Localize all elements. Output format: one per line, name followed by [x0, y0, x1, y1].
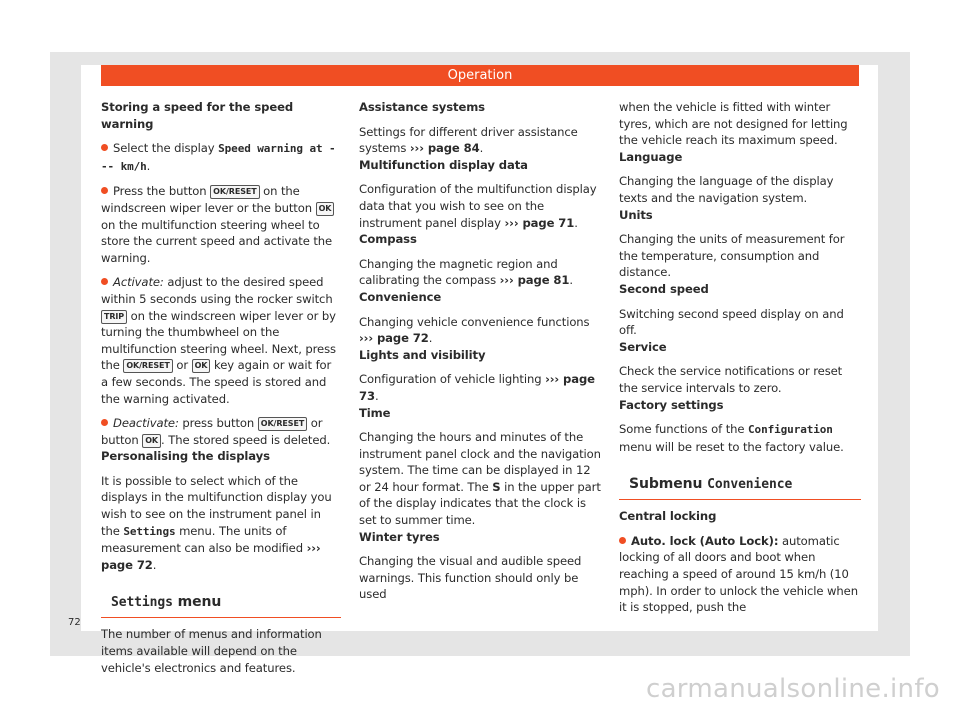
heading-mfd-data: Multifunction display data: [359, 157, 528, 172]
bullet-activate: Activate: adjust to the desired speed within 5 seconds using the rocker switch TRIP on the windscreen wiper lever or by turning the thumbwheel on the multifunction steering wheel. Next, press the OK/RESET or OK key again or wait for a few seconds. The speed is stored and the warning activated.: [101, 275, 336, 406]
paragraph-units: Changing the units of measurement for the temperature, consumption and distance.: [619, 232, 845, 280]
bullet-press-button: Press the button OK/RESET on the windscreen wiper lever or the button OK on the multifunction steering wheel to store the current speed and activate the warning.: [101, 183, 341, 266]
page-reference-link[interactable]: ››› page 71: [504, 215, 575, 230]
bullet-deactivate: Deactivate: press button OK/RESET or button OK . The stored speed is deleted.: [101, 416, 331, 447]
page-reference-link[interactable]: ››› page 72: [101, 541, 321, 572]
column-middle: [359, 99, 603, 603]
heading-convenience: Convenience: [359, 289, 442, 304]
heading-factory-settings: Factory settings: [619, 397, 724, 412]
bullet-icon: [101, 419, 108, 426]
heading-compass: Compass: [359, 232, 417, 247]
bullet-auto-lock: Auto. lock (Auto Lock): automatic locking of all doors and boot when reaching a speed of around 15 km/h (10 mph). In order to unlock the vehicle when it is stopped, push the: [619, 533, 858, 615]
paragraph-compass: Changing the magnetic region and calibrating the compass ››› page 81.: [359, 256, 573, 288]
bullet-select-display: Select the display Speed warning at --- km/h.: [101, 141, 336, 173]
paragraph-time: Changing the hours and minutes of the instrument panel clock and the navigation system. The time can be displayed in 12 or 24 hour format. The S in the upper part of the display indicates that the clock is set to summer time.: [359, 430, 601, 528]
subheading-submenu-convenience: Submenu Convenience: [619, 475, 861, 500]
bullet-icon: [101, 144, 108, 151]
column-left: [101, 99, 341, 676]
heading-lights: Lights and visibility: [359, 347, 486, 362]
page-number: 72: [68, 617, 81, 628]
heading-winter-tyres: Winter tyres: [359, 529, 440, 544]
paragraph-convenience: Changing vehicle convenience functions ››› page 72.: [359, 314, 590, 346]
bullet-icon: [619, 537, 626, 544]
watermark: carmanualsonline.info: [645, 674, 940, 704]
heading-language: Language: [619, 149, 683, 164]
ok-key-icon: OK: [192, 359, 211, 373]
paragraph-second-speed: Switching second speed display on and off.: [619, 306, 844, 338]
paragraph-winter-continued: when the vehicle is fitted with winter tyres, which are not designed for letting the vehicle reach its maximum speed.: [619, 100, 848, 148]
paragraph-winter-tyres: Changing the visual and audible speed warnings. This function should only be used: [359, 554, 582, 602]
paragraph-service: Check the service notifications or reset the service intervals to zero.: [619, 364, 843, 395]
ok-key-icon: OK: [316, 202, 335, 216]
ok-reset-key-icon: OK/RESET: [258, 417, 307, 431]
page-reference-link[interactable]: ››› page 81: [499, 273, 570, 288]
heading-time: Time: [359, 405, 391, 420]
heading-assistance: Assistance systems: [359, 100, 485, 114]
bullet-icon: [101, 187, 108, 194]
page-reference-link[interactable]: ››› page 84: [409, 141, 480, 156]
section-header: Operation: [101, 65, 859, 86]
paragraph-assistance: Settings for different driver assistance systems ››› page 84.: [359, 124, 578, 156]
column-right: [619, 99, 861, 616]
bullet-icon: [101, 278, 108, 285]
heading-personalising: Personalising the displays: [101, 449, 270, 464]
trip-key-icon: TRIP: [101, 310, 127, 324]
paragraph-language: Changing the language of the display texts and the navigation system.: [619, 174, 834, 205]
paragraph-mfd-data: Configuration of the multifunction display data that you wish to see on the instrument panel display ››› page 71.: [359, 182, 597, 230]
paragraph-lights: Configuration of vehicle lighting ››› page 73.: [359, 372, 595, 403]
heading-units: Units: [619, 207, 653, 222]
page-reference-link[interactable]: ››› page 72: [359, 331, 429, 346]
page-reference-link[interactable]: ››› page 73: [359, 372, 595, 403]
heading-central-locking: Central locking: [619, 509, 717, 524]
heading-service: Service: [619, 339, 667, 354]
heading-speed-warning: Storing a speed for the speed warning: [101, 100, 294, 131]
heading-second-speed: Second speed: [619, 281, 709, 296]
ok-reset-key-icon: OK/RESET: [210, 185, 259, 199]
subheading-settings-menu: Settings menu: [101, 593, 341, 618]
paragraph-menus: The number of menus and information items available will depend on the vehicle's electronics and features.: [101, 627, 322, 675]
ok-key-icon: OK: [142, 434, 161, 448]
paragraph-factory-settings: Some functions of the Configuration menu will be reset to the factory value.: [619, 422, 844, 454]
paragraph-personalising: It is possible to select which of the displays in the multifunction display you wish to see on the instrument panel in the Settings menu. The units of measurement can also be modified ››› page 72.: [101, 473, 332, 572]
ok-reset-key-icon: OK/RESET: [123, 359, 172, 373]
